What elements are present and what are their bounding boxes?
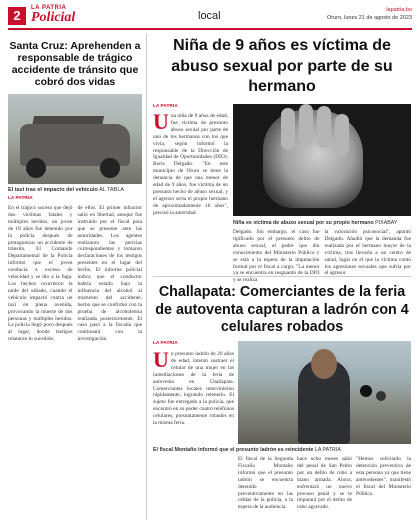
brand-section-name: Policial [31,10,76,25]
article-2-col-3: "Hemos solicitado la detención preventiva de esta persona ya que tiene antecedentes", manifestó el fiscal del Ministerio Público. [356,456,411,497]
dropcap: U [153,109,169,134]
dropcap: U [153,347,169,372]
head-shape [311,349,337,379]
microphone-icon [376,391,386,401]
wheel-shape [26,158,46,178]
left-article [8,40,142,343]
article-2-lead: Un presunto ladrón de 20 años de edad, intentó sustraer el celular de una mujer en las inmediaciones de la feria de autoventa en Challapata. Comerciantes locales intervinieron rápidamente, logrando retenerlo. El sujeto fue entregado a la policía, que encontró en su poder cuatro teléfonos celulares, presuntamente robados en la misma feria. [153,347,234,427]
prosecutor-photo [238,341,411,444]
article-2-headline: Challapata: Comerciantes de la feria de autoventa capturan a ladrón con 4 celulares robados [155,284,409,335]
finger-shape [317,106,331,148]
abuse-illustration-photo [233,104,411,216]
article-2-caption: El fiscal Montaño informó que el presunto ladrón es reincidente LA PATRIA [153,447,341,453]
left-article-col-2: de ellos. El primer infractor salió en libertad, aunque fue instruido por el fiscal para que se presente ante las autoridades. Los agentes realizaron las pericias correspondientes y tomaron declaraciones de los testigos presentes en el lugar del hecho. El informe policial indica que el conductor habría estado bajo la influencia del alcohol al momento del accidente, hecho que se confirmó con la prueba de alcoholemia realizada posteriormente. El caso pasó a la fiscalía que continuará con la investigación. [77,205,142,343]
left-photo-caption: El taxi tras el impacto del vehículo AL TABLA [8,187,125,193]
section-label: local [198,10,221,22]
article-1-col-1: Delgado. Sin embargo, el caso fue tipificado por el presunto delito de abuso sexual, el padre que dio conocimiento del Ministerio Público y se está a la espera de la imputación formal por el fiscal a cargo. "La menor ya se encuentra en resguardo de la DIO y se realiza [233,229,320,284]
page-number: 2 [8,7,26,25]
brand-logo [31,5,125,25]
article-2-kicker: LA PATRIA [153,341,178,346]
wheel-shape [100,158,120,178]
left-article-kicker: LA PATRIA [8,196,33,201]
header-divider [8,28,412,30]
left-article-col-1: En el trágico suceso que dejó dos víctimas fatales y múltiples heridos, un joven de 18 años fue detenido por la policía después de protagonizar un accidente de tránsito. El Comando Departamental de la Policía informó que el joven conducía a exceso de velocidad y se dio a la fuga. Los hechos ocurrieron la tarde del sábado, cuando el vehículo impactó contra un taxi en plena avenida, provocando la muerte de dos personas y múltiples heridos. La policía llegó poco después al lugar, donde testigos relataron lo sucedido. [8,205,73,343]
article-2-body [238,456,411,511]
finger-shape [281,108,295,150]
site-name[interactable]: lapatria.bo [386,7,412,13]
article-2-col-1: El fiscal de la Segunda Fiscalía Montaño informó que el presunto ladrón se encuentra detenido preventivamente en las celdas de la policía, a la espera de la audiencia. [238,456,293,511]
article-1-caption: Niña es víctima de abuso sexual por su propio hermano PIXABAY [233,220,398,226]
column-divider [146,34,147,520]
finger-shape [299,104,313,146]
issue-date: Oruro, lunes 21 de agosto de 2023 [326,15,412,21]
finger-shape [335,114,349,156]
brand-top-text: LA PATRIA [31,5,67,11]
article-1-kicker: LA PATRIA [153,104,178,109]
article-2-col-2: hace ocho meses salió del penal de San Pedro por un delito de robo a mano armada. Ahora, enfrentará un nuevo proceso penal y se le imputará por el delito de robo agravado. [297,456,352,511]
article-1-headline: Niña de 9 años es víctima de abuso sexual por parte de su hermano [171,37,393,95]
article-divider [153,276,411,277]
article-1-col-2: la valoración psicosocial", apuntó Delgado. Añadió que la demanda fue realizada por el hermano mayor de la víctima, tras llevarla a un centro de salud, lugar en el que la víctima contó los agresiones sexuales que sufría por el agresor. [324,229,411,277]
left-article-headline: Santa Cruz: Aprehenden a responsable de trágico accidente de tránsito que cobró dos vidas [9,40,141,88]
accident-photo [8,94,142,184]
left-article-body [8,205,142,343]
article-1-lead: Una niña de 9 años de edad, fue víctima de presunto abuso sexual por parte de uno de los hermanos con los que vivía, según informó la responsable de la Dirección de Igualdad de Oportunidades (DIO). Boris Delgado. "En este municipio de Oruro se tiene la denuncia de que una menor de edad de 9 años, fue víctima de un presunto hecho de abuso sexual, y el agresor sería el propio hermano de aproximadamente 16 años", precisó la autoridad. [153,109,228,216]
page-header [0,0,420,30]
microphone-icon [360,385,372,397]
